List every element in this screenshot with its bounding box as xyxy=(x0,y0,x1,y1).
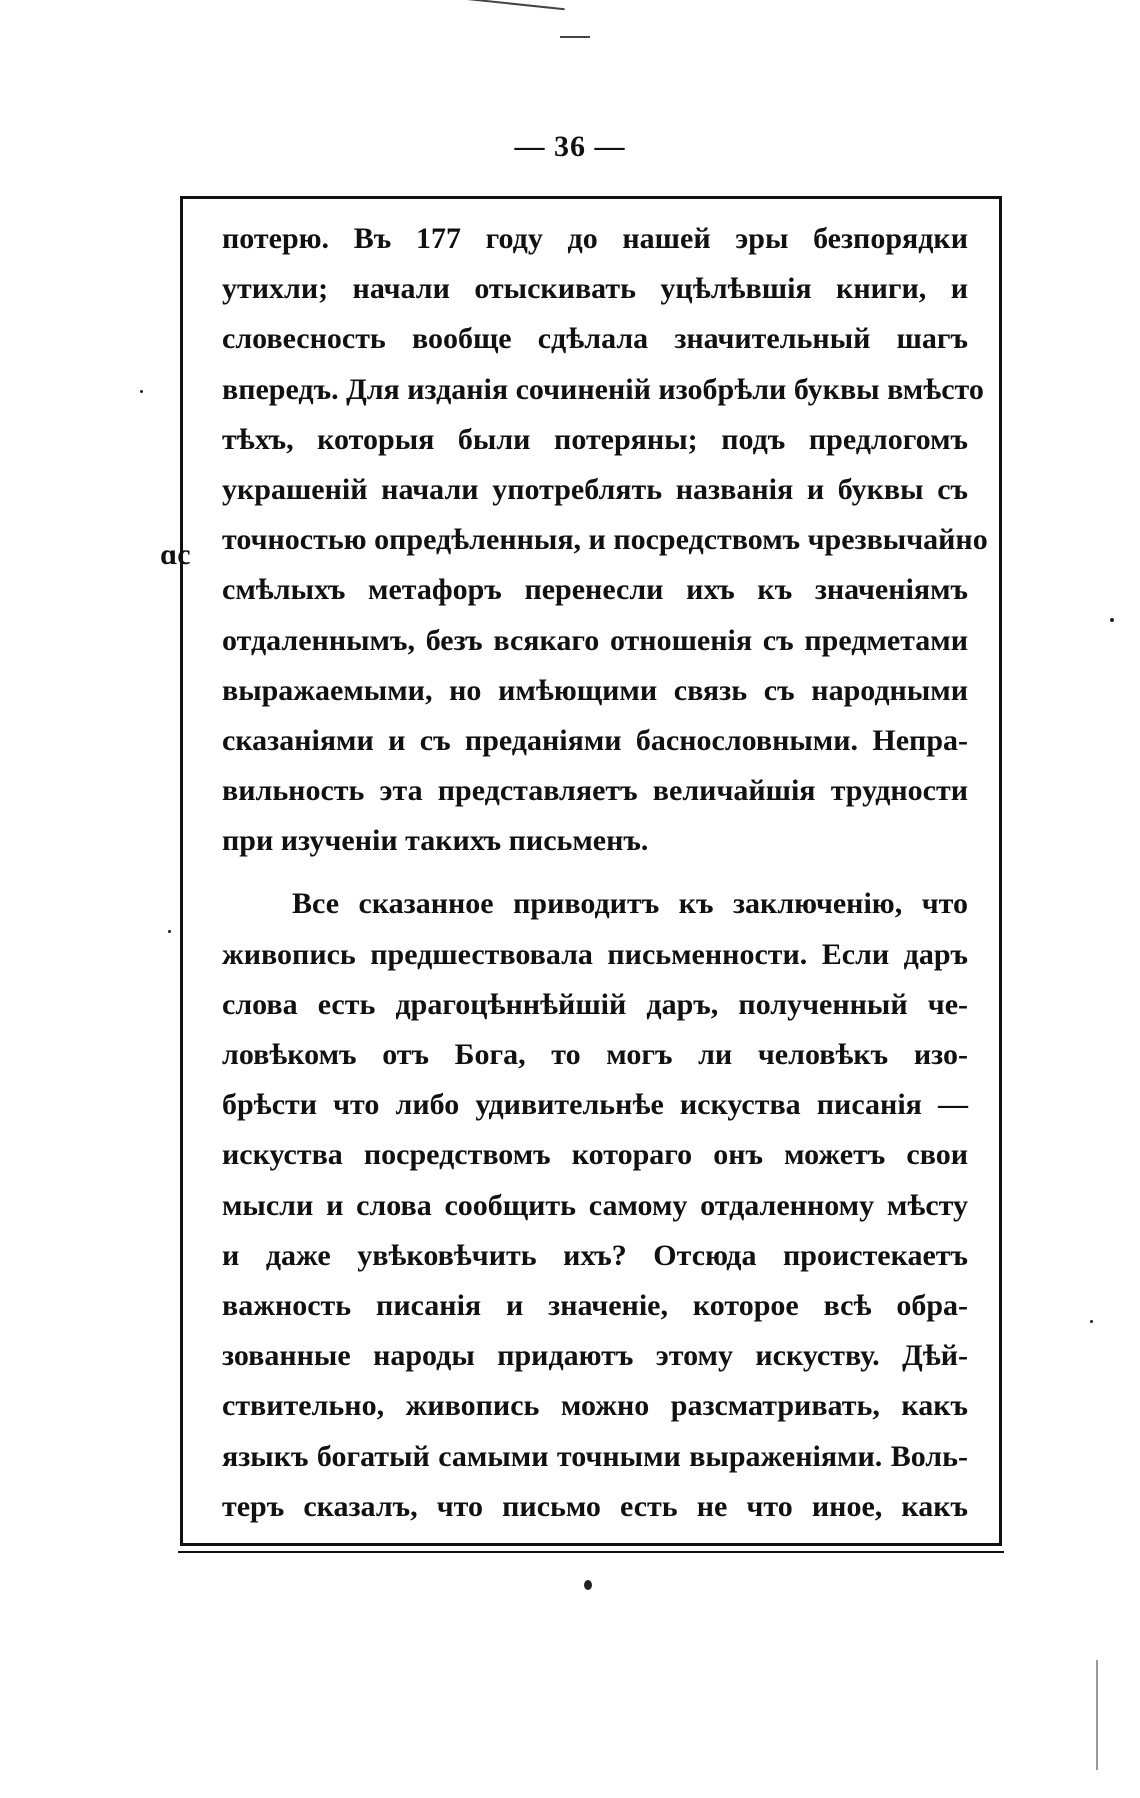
text-line: выражаемыми, но имѣющими связь съ народными xyxy=(222,673,968,707)
scan-speck xyxy=(140,390,143,393)
text-line: отдаленнымъ, безъ всякаго отношенія съ предметами xyxy=(222,623,968,657)
text-line: зованные народы придаютъ этому искуству. Дѣй- xyxy=(222,1339,968,1373)
text-line: сказаніями и съ преданіями баснословными. Непра- xyxy=(222,723,968,757)
text-line: впередъ. Для изданія сочиненій изобрѣли буквы вмѣсто xyxy=(222,372,984,406)
text-line: ловѣкомъ отъ Бога, то могъ ли человѣкъ изо- xyxy=(222,1038,968,1071)
frame-bottom-rule xyxy=(178,1551,1004,1553)
text-line: и даже увѣковѣчить ихъ? Отсюда проистекаетъ xyxy=(222,1238,968,1272)
text-line: словесность вообще сдѣлала значительный шагъ xyxy=(222,322,968,356)
text-line: брѣсти что либо удивительнѣе искуства писанія — xyxy=(222,1088,968,1122)
scan-scratch-top xyxy=(445,0,565,10)
scan-speck xyxy=(1090,1320,1093,1323)
scan-scratch-right xyxy=(1096,1660,1098,1770)
scan-speck xyxy=(168,930,171,933)
text-line: при изученіи такихъ письменъ. xyxy=(222,824,649,858)
page-number: — 36 — xyxy=(514,130,626,163)
text-line: искуства посредствомъ котораго онъ можетъ свои xyxy=(222,1138,968,1172)
paragraph xyxy=(222,214,988,866)
paragraph xyxy=(222,879,968,1531)
text-line: мысли и слова сообщить самому отдаленному мѣсту xyxy=(222,1188,968,1222)
text-line: утихли; начали отыскивать уцѣлѣвшія книги, и xyxy=(222,272,968,306)
scan-speck xyxy=(584,1580,592,1590)
text-line: важность писанія и значеніе, которое всѣ обра- xyxy=(222,1288,968,1322)
text-line: живопись предшествовала письменности. Если даръ xyxy=(222,937,968,971)
text-line: украшеній начали употреблять названія и буквы съ xyxy=(222,472,968,506)
text-line: точностью опредѣленныя, и посредствомъ чрезвычайно xyxy=(222,523,988,557)
text-line: языкъ богатый самыми точными выраженіями. Воль- xyxy=(222,1439,968,1473)
scan-scratch-top-2 xyxy=(560,36,590,38)
text-line: Все сказанное приводитъ къ заключенію, что xyxy=(292,887,968,921)
page-text xyxy=(222,214,988,1532)
text-line: вильность эта представляетъ величайшія трудности xyxy=(222,774,968,808)
text-line: теръ сказалъ, что письмо есть не что иное, какъ xyxy=(222,1489,968,1523)
scan-speck xyxy=(1110,618,1114,622)
text-line: ствительно, живопись можно разсматривать, какъ xyxy=(222,1389,968,1423)
text-line: потерю. Въ 177 году до нашей эры безпорядки xyxy=(222,222,968,255)
paragraph-gap xyxy=(222,866,968,879)
text-line: смѣлыхъ метафоръ перенесли ихъ къ значеніямъ xyxy=(222,573,968,607)
text-line: слова есть драгоцѣннѣйшій даръ, полученный че- xyxy=(222,987,968,1021)
text-line: тѣхъ, которыя были потеряны; подъ предлогомъ xyxy=(222,422,968,456)
margin-annotation: ɑс xyxy=(160,538,191,571)
